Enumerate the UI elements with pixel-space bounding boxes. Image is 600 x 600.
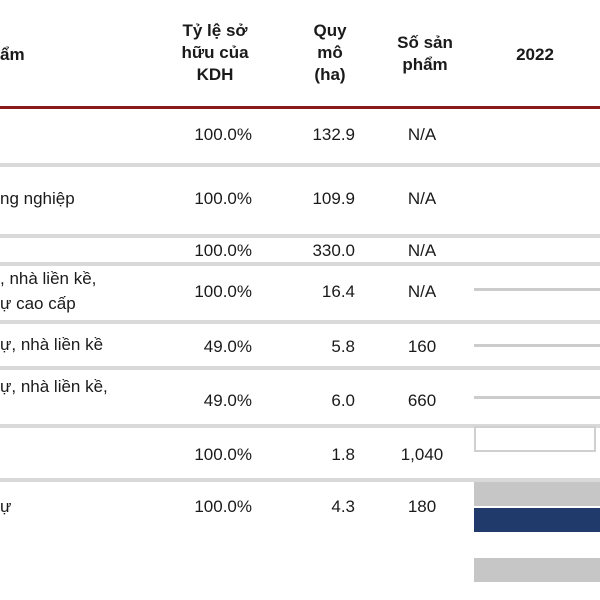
row-separator: [0, 163, 600, 167]
header-product-column: [0, 44, 25, 66]
row-description-text: , nhà liền kề,: [0, 269, 97, 288]
row-separator: [0, 320, 600, 324]
row-size: 6.0: [331, 391, 355, 410]
row-size: 330.0: [312, 241, 355, 260]
row-description: [0, 496, 11, 518]
header-ownership: [150, 20, 280, 86]
header-products-line: phẩm: [402, 55, 448, 74]
header-ownership-line: KDH: [196, 65, 234, 84]
row-products: 1,040: [400, 445, 444, 464]
header-size-line: (ha): [314, 65, 346, 84]
row-description-text: ự: [0, 497, 12, 516]
header-size-line: Quy: [313, 21, 347, 40]
timeline-line: [474, 396, 600, 399]
header-ownership-line: Tỷ lệ sở: [182, 21, 248, 40]
row-ownership: 49.0%: [203, 337, 252, 356]
row-products: N/A: [407, 189, 437, 208]
row-ownership: 100.0%: [194, 497, 252, 516]
timeline-line: [474, 288, 600, 291]
row-separator: [0, 262, 600, 266]
timeline-line: [474, 344, 600, 347]
row-products: N/A: [407, 241, 437, 260]
row-description-text: ng nghiệp: [0, 189, 75, 208]
row-separator: [0, 366, 600, 370]
row-description: [0, 293, 76, 315]
timeline-gray-bar: [474, 558, 600, 582]
row-ownership: 100.0%: [194, 282, 252, 301]
row-size: 109.9: [312, 189, 355, 208]
header-rule: [0, 106, 600, 109]
header-ownership-line: hữu của: [181, 43, 249, 62]
row-description-text: ự cao cấp: [0, 294, 76, 313]
row-description: [0, 188, 75, 210]
header-year-label: 2022: [516, 45, 554, 64]
header-year: [495, 44, 575, 66]
row-description-text: ự, nhà liền kề,: [0, 377, 108, 396]
row-size: 16.4: [321, 282, 355, 301]
row-size: 5.8: [331, 337, 355, 356]
row-separator: [0, 234, 600, 238]
row-size: 132.9: [312, 125, 355, 144]
timeline-navy-bar: [474, 508, 600, 532]
row-ownership: 100.0%: [194, 241, 252, 260]
header-size: [290, 20, 370, 86]
row-description: [0, 376, 108, 398]
row-ownership: 100.0%: [194, 445, 252, 464]
row-description: [0, 268, 96, 290]
header-products-line: Số sản: [397, 33, 453, 52]
header-product-label: ẩm: [0, 45, 25, 64]
row-products: 160: [407, 337, 437, 356]
row-description-text: ự, nhà liền kề: [0, 335, 104, 354]
row-products: 660: [407, 391, 437, 410]
row-ownership: 100.0%: [194, 125, 252, 144]
row-size: 4.3: [331, 497, 355, 516]
row-products: N/A: [407, 282, 437, 301]
row-description: [0, 334, 103, 356]
row-ownership: 100.0%: [194, 189, 252, 208]
row-size: 1.8: [331, 445, 355, 464]
row-products: 180: [407, 497, 437, 516]
timeline-gray-bar: [474, 482, 600, 506]
row-ownership: 49.0%: [203, 391, 252, 410]
row-products: N/A: [407, 125, 437, 144]
timeline-box: [474, 426, 596, 452]
header-products: [380, 32, 470, 76]
header-size-line: mô: [317, 43, 343, 62]
